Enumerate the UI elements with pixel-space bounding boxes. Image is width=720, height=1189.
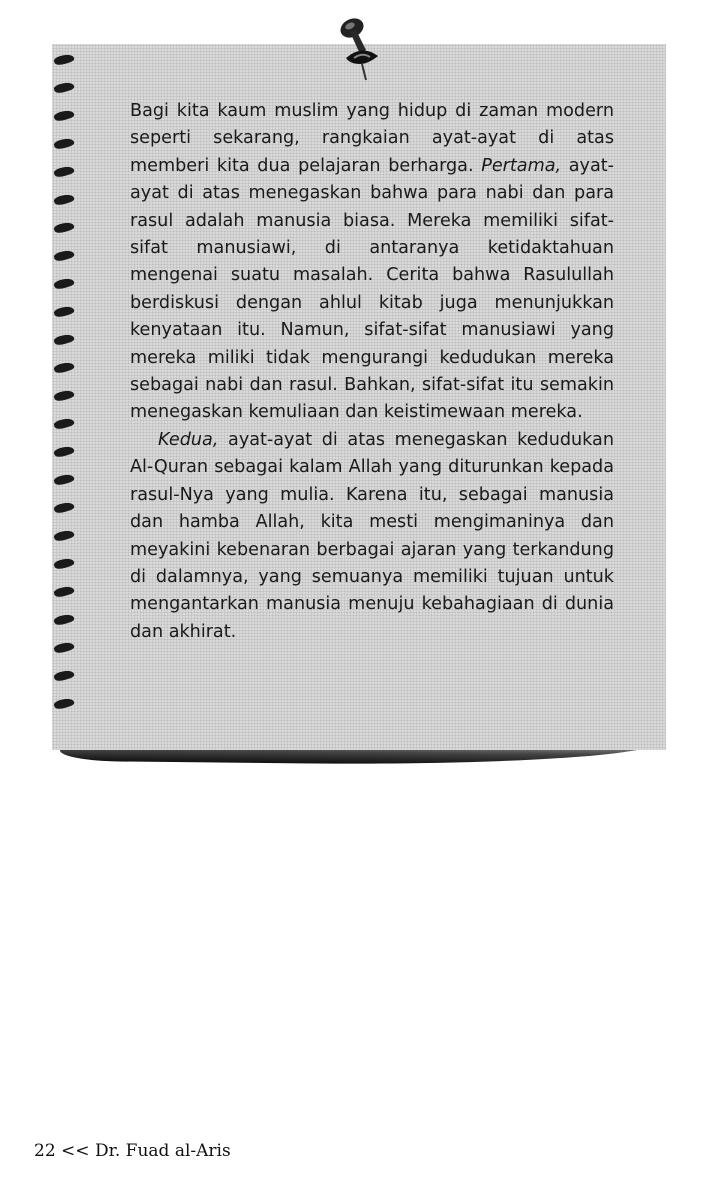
author-name: Dr. Fuad al-Aris: [94, 1141, 231, 1161]
page-footer: [34, 1141, 231, 1161]
emphasis-pertama: Pertama,: [481, 155, 562, 176]
note-text: [130, 98, 614, 646]
paragraph-2: Kedua, ayat-ayat di atas menegaskan kedudukan Al-Quran sebagai kalam Allah yang diturunkan kepada rasul-Nya yang mulia. Karena itu, sebagai manusia dan hamba Allah, kita mesti mengimaninya dan meyakini kebenaran berbagai ajaran yang terkandung di dalamnya, yang semuanya memiliki tujuan untuk mengantarkan manusia menuju kebahagiaan di dunia dan akhirat.: [130, 429, 614, 642]
binder-holes: [50, 55, 90, 735]
paragraph-1: Bagi kita kaum muslim yang hidup di zaman modern seperti sekarang, rangkaian ayat-ayat di atas memberi kita dua pelajaran berharga. Pertama, ayat-ayat di atas menegaskan bahwa para nabi dan para rasul adalah manusia biasa. Mereka memiliki sifat-sifat manusiawi, di antaranya ketidaktahuan mengenai suatu masalah. Cerita bahwa Rasulullah berdiskusi dengan ahlul kitab juga menunjukkan kenyataan itu. Namun, sifat-sifat manusiawi yang mereka miliki tidak mengurangi kedudukan mereka sebagai nabi dan rasul. Bahkan, sifat-sifat itu semakin menegaskan kemuliaan dan keistimewaan mereka.: [130, 101, 614, 423]
footer-separator: <<: [61, 1141, 90, 1161]
push-pin-icon: [328, 14, 398, 94]
emphasis-kedua: Kedua,: [158, 429, 219, 450]
page-number: 22: [34, 1141, 56, 1161]
